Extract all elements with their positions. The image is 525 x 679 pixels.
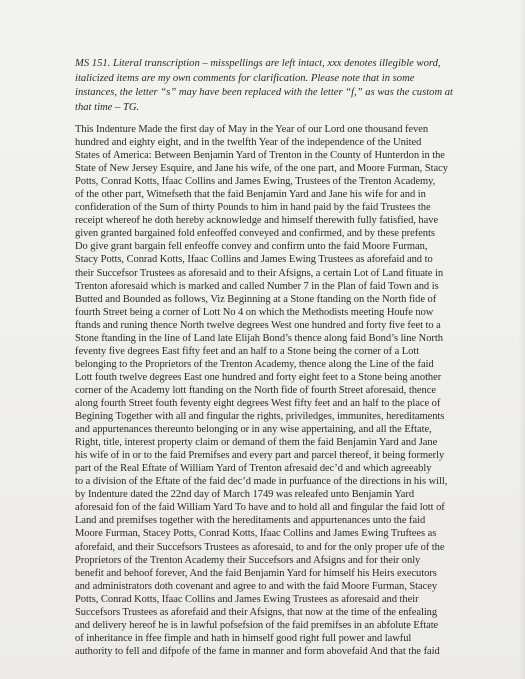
transcription-note: MS 151. Literal transcription – misspellings are left intact, xxx denotes illegible word, italicized items are my own comments for clarification. Please note that in some instances, the letter “s” may have been replaced with the letter “f,” as was the custom at that time – TG. xyxy=(75,58,453,113)
indenture-text: This Indenture Made the first day of May in the Year of our Lord one thousand feven hundred and eighty eight, and in the twelfth Year of the independence of the United States of America: Between Benjamin Yard of Trenton in the County of Hunterdon in the State of New Jersey Esquire, and Jane his wife, of the one part, and Moore Furman, Stacy Potts, Conrad Kotts, Ifaac Collins and James Ewing, Trustees of the Trenton Academy, of the other part, Witnefseth that the faid Benjamin Yard and Jane his wife for and in confideration of the Sum of thirty Pounds to him in hand paid by the faid Trustees the receipt whereof he doth hereby acknowledge and himself therewith fully fatisfied, have given granted bargained fold enfeoffed conveyed and confirmed, and by these prefents Do give grant bargain fell enfeoffe convey and confirm unto the faid Moore Furman, Stacy Potts, Conrad Kotts, Ifaac Collins and James Ewing Trustees as aforefaid and to their Succefsor Trustees as aforesaid and to their Afsigns, a certain Lot of Land fituate in Trenton aforesaid which is marked and called Number 7 in the Plan of faid Town and is Butted and Bounded as follows, Viz Beginning at a Stone ftanding on the North fide of fourth Street being a corner of Lott No 4 on which the Methodists meeting Houfe now ftands and runing thence North twelve degrees West one hundred and forty five feet to a Stone ftanding in the line of Land late Elijah Bond’s thence along faid Bond’s line North feventy five degrees East fifty feet and an half to a Stone being the corner of a Lott belonging to the Proprietors of the Trenton Academy, thence along the Line of the faid Lott fouth twelve degrees East one hundred and forty eight feet to a Stone being another corner of the Academy lott ftanding on the North fide of fourth Street aforesaid, thence along fourth Street fouth feventy eight degrees West fifty feet and an half to the place of Begining Together with all and fingular the rights, priviledges, immunites, hereditaments and appurtenances thereunto belonging or in any wise appertaining, and all the Eftate, Right, title, interest property claim or demand of them the faid Benjamin Yard and Jane his wife of in or to the faid Premifses and every part and parcel thereof, it being formerly part of the Real Eftate of William Yard of Trenton afresaid dec’d and which agreeably to a division of the Eftate of the faid dec’d made in purfuance of the directions in his will, by Indenture dated the 22nd day of March 1749 was releafed unto Benjamin Yard aforesaid fon of the faid William Yard To have and to hold all and fingular the faid lott of Land and premifses together with the hereditaments and appurtenances unto the faid Moore Furman, Stacey Potts, Conrad Kotts, Ifaac Collins and James Ewing Truftees as aforefaid, and their Succefsors Trustees as aforesaid, to and for the only proper ufe of the Proprietors of the Trenton Academy their Succefsors and Afsigns and for their only benefit and behoof forever, And the faid Benjamin Yard for himself his Heirs executors and administrators doth covenant and agree to and with the faid Moore Furman, Stacey Potts, Conrad Kotts, Ifaac Collins and James Ewing Trustees as aforesaid and their Succefsors Trustees as aforefaid and their Afsigns, that now at the time of the enfealing and delivery hereof he is in lawful pofsefsion of the faid premifses in an abfolute Eftate of inheritance in ffee fimple and hath in himself good right full power and lawful authority to fell and difpofe of the fame in manner and form abovefaid And that the faid xyxy=(75,124,448,657)
page-edge-shadow xyxy=(519,0,525,679)
